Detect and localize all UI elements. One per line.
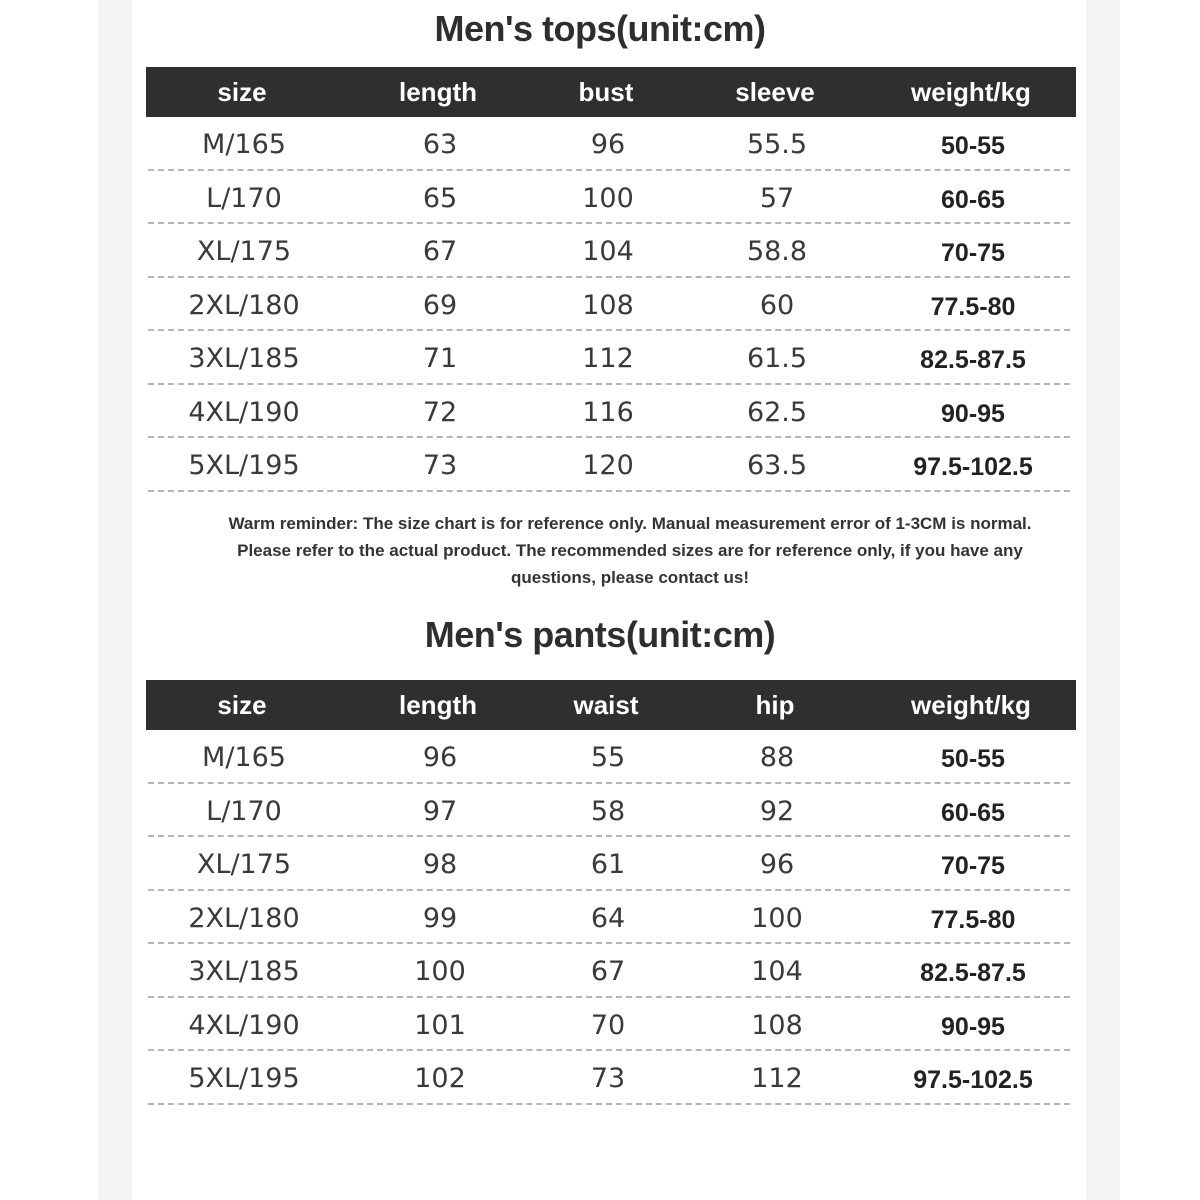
cell-size: M/165 — [202, 742, 286, 774]
cell-size: 2XL/180 — [188, 289, 300, 321]
cell-size: 3XL/185 — [188, 956, 300, 988]
cell-hip: 96 — [759, 849, 795, 881]
header-bust: bust — [578, 76, 634, 107]
cell-weight: 77.5-80 — [930, 292, 1016, 321]
left-margin-strip — [98, 0, 132, 1200]
cell-hip: 100 — [751, 902, 803, 934]
cell-waist: 67 — [590, 956, 626, 988]
cell-weight: 70-75 — [941, 239, 1005, 268]
table-row — [148, 171, 1070, 225]
cell-weight: 77.5-80 — [930, 905, 1016, 934]
cell-weight: 90-95 — [941, 1012, 1005, 1041]
table-row — [148, 438, 1070, 492]
cell-length: 67 — [422, 236, 458, 268]
table-row — [148, 385, 1070, 439]
cell-size: XL/175 — [196, 236, 292, 268]
cell-weight: 90-95 — [941, 399, 1005, 428]
cell-sleeve: 58.8 — [746, 236, 808, 268]
cell-bust: 104 — [582, 236, 634, 268]
cell-size: 5XL/195 — [188, 1063, 300, 1095]
cell-bust: 112 — [582, 343, 634, 375]
note-line-3: questions, please contact us! — [510, 568, 750, 587]
cell-size: XL/175 — [196, 849, 292, 881]
cell-bust: 108 — [582, 289, 634, 321]
cell-length: 100 — [414, 956, 466, 988]
cell-size: 4XL/190 — [188, 396, 300, 428]
cell-bust: 120 — [582, 450, 634, 482]
cell-waist: 61 — [590, 849, 626, 881]
table-row — [148, 998, 1070, 1052]
table-row — [148, 117, 1070, 171]
table-row — [148, 730, 1070, 784]
cell-length: 65 — [422, 182, 458, 214]
cell-length: 73 — [422, 450, 458, 482]
note-line-1: Warm reminder: The size chart is for reference only. Manual measurement error of 1-3CM is normal. — [228, 514, 1032, 533]
cell-sleeve: 62.5 — [746, 396, 808, 428]
tops-table-header — [146, 67, 1076, 117]
table-row — [148, 784, 1070, 838]
cell-waist: 73 — [590, 1063, 626, 1095]
cell-size: 4XL/190 — [188, 1009, 300, 1041]
cell-bust: 116 — [582, 396, 634, 428]
cell-hip: 108 — [751, 1009, 803, 1041]
cell-weight: 97.5-102.5 — [913, 453, 1033, 482]
cell-length: 71 — [422, 343, 458, 375]
tops-title: Men's tops(unit:cm) — [434, 8, 766, 49]
header-length: length — [399, 689, 477, 720]
cell-length: 63 — [422, 129, 458, 161]
cell-length: 101 — [414, 1009, 466, 1041]
table-row — [148, 837, 1070, 891]
cell-weight: 97.5-102.5 — [913, 1066, 1033, 1095]
cell-size: L/170 — [206, 795, 282, 827]
cell-weight: 70-75 — [941, 852, 1005, 881]
pants-size-table — [146, 680, 1076, 1105]
cell-waist: 55 — [590, 742, 626, 774]
cell-size: 3XL/185 — [188, 343, 300, 375]
cell-hip: 112 — [751, 1063, 803, 1095]
cell-size: 2XL/180 — [188, 902, 300, 934]
header-waist: waist — [573, 689, 639, 720]
pants-table-header — [146, 680, 1076, 730]
cell-length: 97 — [422, 795, 458, 827]
tops-table-body — [146, 117, 1076, 492]
cell-waist: 58 — [590, 795, 626, 827]
header-weight: weight/kg — [911, 76, 1031, 107]
cell-bust: 100 — [582, 182, 634, 214]
header-sleeve: sleeve — [735, 76, 815, 107]
header-weight: weight/kg — [911, 689, 1031, 720]
cell-length: 69 — [422, 289, 458, 321]
cell-weight: 60-65 — [941, 185, 1005, 214]
cell-length: 72 — [422, 396, 458, 428]
header-size: size — [217, 76, 267, 107]
cell-length: 102 — [414, 1063, 466, 1095]
warm-reminder-note — [200, 510, 1060, 591]
cell-weight: 82.5-87.5 — [920, 959, 1026, 988]
cell-sleeve: 60 — [759, 289, 795, 321]
table-row — [148, 278, 1070, 332]
header-hip: hip — [755, 689, 795, 720]
cell-length: 96 — [422, 742, 458, 774]
header-size: size — [217, 689, 267, 720]
cell-sleeve: 63.5 — [746, 450, 808, 482]
cell-bust: 96 — [590, 129, 626, 161]
cell-waist: 70 — [590, 1009, 626, 1041]
cell-hip: 88 — [759, 742, 795, 774]
cell-sleeve: 61.5 — [746, 343, 808, 375]
note-line-2: Please refer to the actual product. The recommended sizes are for reference only, if you have any — [237, 541, 1023, 560]
cell-hip: 104 — [751, 956, 803, 988]
table-row — [148, 331, 1070, 385]
table-row — [148, 1051, 1070, 1105]
cell-length: 99 — [422, 902, 458, 934]
table-row — [148, 891, 1070, 945]
table-row — [148, 944, 1070, 998]
cell-weight: 82.5-87.5 — [920, 346, 1026, 375]
cell-weight: 50-55 — [941, 745, 1005, 774]
cell-size: L/170 — [206, 182, 282, 214]
cell-waist: 64 — [590, 902, 626, 934]
cell-sleeve: 57 — [759, 182, 795, 214]
cell-hip: 92 — [759, 795, 795, 827]
tops-size-table — [146, 67, 1076, 492]
cell-size: 5XL/195 — [188, 450, 300, 482]
table-row — [148, 224, 1070, 278]
cell-size: M/165 — [202, 129, 286, 161]
cell-length: 98 — [422, 849, 458, 881]
pants-title: Men's pants(unit:cm) — [424, 614, 776, 655]
header-length: length — [399, 76, 477, 107]
right-margin-strip — [1086, 0, 1120, 1200]
cell-weight: 50-55 — [941, 132, 1005, 161]
pants-table-body — [146, 730, 1076, 1105]
cell-weight: 60-65 — [941, 798, 1005, 827]
cell-sleeve: 55.5 — [746, 129, 808, 161]
